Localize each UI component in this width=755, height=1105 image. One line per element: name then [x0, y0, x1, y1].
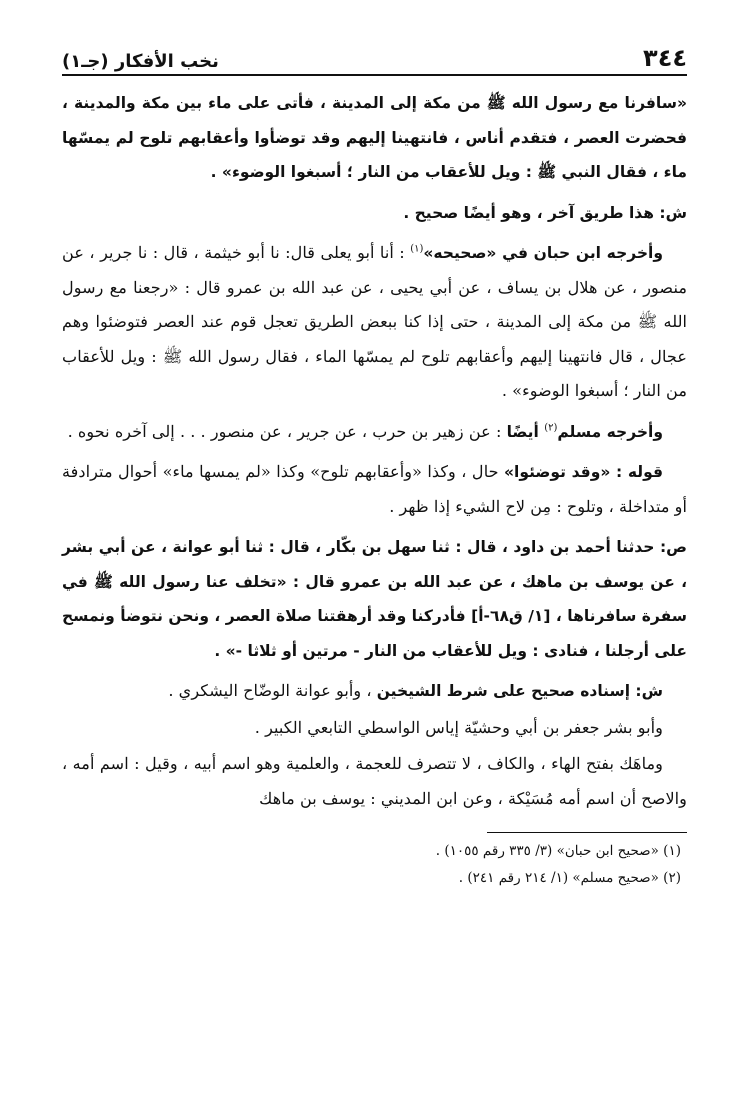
page-header: [62, 38, 687, 76]
muslim-lead-2: أيضًا: [506, 422, 545, 441]
page-number: ٣٤٤: [643, 44, 687, 72]
ibn-hibban-lead: وأخرجه ابن حبان في «صحيحه»: [423, 244, 664, 262]
qawluhu-text: حال ، وكذا «وأعقابهم تلوح» وكذا «لم يمسها ماء» أحوال مترادفة أو متداخلة ، وتلوح : مِن لاح الشيء إذا ظهر .: [62, 462, 687, 516]
muslim-lead: وأخرجه مسلم: [557, 422, 663, 441]
hadith-paragraph-1: [62, 86, 687, 190]
ibn-hibban-paragraph: [62, 236, 687, 409]
muslim-text: : عن زهير بن حرب ، عن جرير ، عن منصور . . . إلى آخره نحوه .: [67, 421, 507, 441]
sharh-label: ش:: [654, 203, 687, 222]
ibn-hibban-text: : أنا أبو يعلى قال: نا أبو خيثمة ، قال : نا جرير ، عن منصور ، عن هلال بن يساف ، عن أبي يحيى ، عن عبد الله بن عمرو قال : «رجعنا مع رسول الله ﷺ من مكة إلى المدينة ، حتى إذا كنا ببعض الطريق تعجل قوم عند العصر فتوضئوا وهم عجال ، قال فانتهينا إليهم وأعقابهم تلوح لم يمسّها الماء ، فقال رسول الله ﷺ : ويل للأعقاب من النار ؛ أسبغوا الوضوء» .: [62, 243, 687, 400]
footnote-divider: [487, 832, 687, 833]
mahak-paragraph: [62, 747, 687, 816]
isnad-text: ، وأبو عوانة الوضّاح اليشكري .: [168, 681, 377, 700]
footnote-ref-2[interactable]: (٢): [544, 422, 558, 434]
commentary-paragraph-2: [62, 674, 687, 709]
sanad-paragraph: [62, 530, 687, 668]
hadith-text: «سافرنا مع رسول الله ﷺ من مكة إلى المدينة ، فأتى على ماء بين مكة والمدينة ، فحضرت العصر ، فتقدم أناس ، فانتهينا إليهم وقد توضأوا وأعقابهم تلوح لم يمسّها ماء ، فقال النبي ﷺ : ويل للأعقاب من النار ؛ أسبغوا الوضوء» .: [62, 94, 687, 181]
book-page: [62, 38, 687, 893]
qawluhu-lead: قوله : «وقد توضئوا»: [504, 463, 663, 481]
footnote-1: (١) «صحيح ابن حبان» (٣/ ٣٣٥ رقم ١٠٥٥) .: [435, 843, 681, 859]
running-title: نخب الأفكار (جـ١): [62, 51, 219, 72]
abu-bishr-text: وأبو بشر جعفر بن أبي وحشيّة إياس الواسطي التابعي الكبير .: [254, 717, 663, 737]
main-text: [62, 86, 687, 816]
isnad-lead: ش: إسناده صحيح على شرط الشيخين: [376, 682, 663, 700]
mahak-text: وماهَك بفتح الهاء ، والكاف ، لا تتصرف للعجمة ، والعلمية وهو اسم أبيه ، وقيل : اسم أمه ، والاصح أن اسم أمه مُسَيْكة ، وعن ابن المديني : يوسف بن ماهك: [62, 754, 687, 808]
commentary-paragraph-1: [62, 196, 687, 231]
muslim-paragraph: [62, 415, 687, 450]
commentary-text: هذا طريق آخر ، وهو أيضًا صحيح .: [403, 203, 655, 222]
footnote-ref-1[interactable]: (١): [410, 243, 424, 255]
qawluhu-paragraph: [62, 455, 687, 524]
footnotes: [62, 839, 687, 890]
abu-bishr-paragraph: [62, 711, 687, 746]
footnote-2: (٢) «صحيح مسلم» (١/ ٢١٤ رقم ٢٤١) .: [458, 870, 681, 886]
sanad-text: ص: حدثنا أحمد بن داود ، قال : ثنا سهل بن بكّار ، قال : ثنا أبو عوانة ، عن أبي بشر ، عن يوسف بن ماهك ، عن عبد الله بن عمرو قال : «تخلف عنا رسول الله ﷺ في سفرة سافرناها ، [١/ ق٦٨-أ] فأدركنا وقد أرهقتنا صلاة العصر ، ونحن نتوضأ ونمسح على أرجلنا ، فنادى : ويل للأعقاب من النار - مرتين أو ثلاثا -» .: [62, 538, 687, 660]
